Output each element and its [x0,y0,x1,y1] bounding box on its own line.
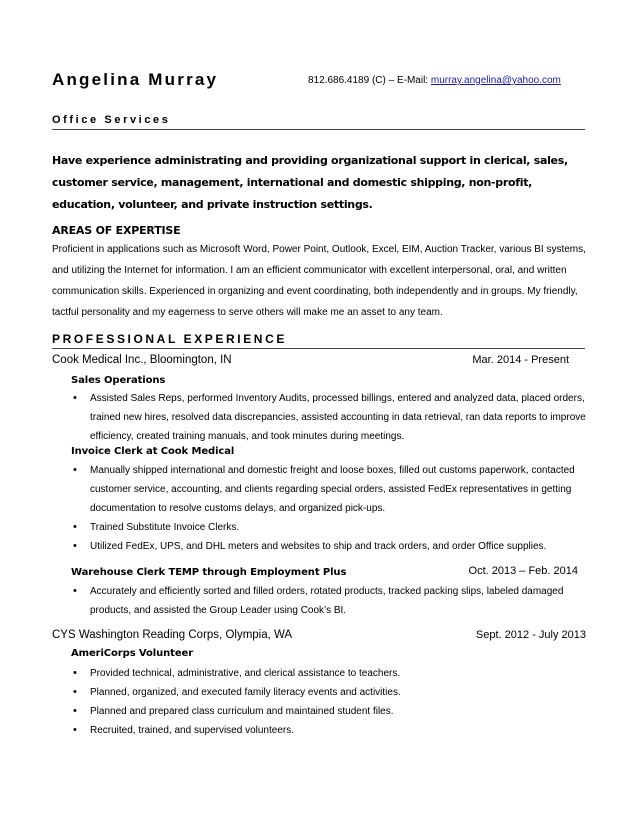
candidate-name: Angelina Murray [52,70,219,89]
role-title: Invoice Clerk at Cook Medical [71,446,235,457]
list-item: • Provided technical, administrative, and clerical assistance to teachers. [71,664,591,683]
phone-text: 812.686.4189 (C) – E-Mail: [308,75,429,86]
list-item: • Planned and prepared class curriculum and maintained student files. [71,702,591,721]
section-title-experience: PROFESSIONAL EXPERIENCE [52,332,287,346]
list-item: • Assisted Sales Reps, performed Inventory Audits, processed billings, entered and analyzed data, placed orders, trained new hires, resolved data discrepancies, assisted accounting in data retrieval, ran data reports to improve efficiency, created training manuals, and took minutes during meetings. [71,389,591,446]
section-title-office-services: Office Services [52,114,171,126]
list-item: • Recruited, trained, and supervised volunteers. [71,721,591,740]
list-item: • Accurately and efficiently sorted and filled orders, rotated products, tracked packing slips, labeled damaged products, and assisted the Group Leader using Cook’s BI. [71,582,591,620]
role-title: Warehouse Clerk TEMP through Employment Plus [71,567,347,578]
expertise-paragraph: Proficient in applications such as Microsoft Word, Power Point, Outlook, Excel, EIM, Auction Tracker, various BI systems, and utilizing the Internet for information. I am an efficient communicator with excellent interpersonal, oral, and written communication skills. Experienced in organizing and event coordinating, both independently and in groups. My friendly, tactful personality and my eagerness to serve others will make me an asset to any team. [52,244,586,318]
email-link[interactable]: murray.angelina@yahoo.com [430,75,561,86]
role-title: AmeriCorps Volunteer [71,648,194,659]
bullet-list [71,461,591,556]
section-divider [52,348,585,349]
section-divider [52,129,585,130]
employer-name: Cook Medical Inc., Bloomington, IN [52,354,232,366]
role-title: Sales Operations [71,375,166,386]
job-dates: Sept. 2012 - July 2013 [475,629,586,641]
employer-name: CYS Washington Reading Corps, Olympia, WA [52,629,293,641]
summary-intro: Have experience administrating and providing organizational support in clerical, sales, customer service, management, international and domestic shipping, non-profit, education, volunteer, and private instruction settings. [52,154,568,211]
list-item: • Trained Substitute Invoice Clerks. [71,518,591,537]
list-item: • Planned, organized, and executed family literacy events and activities. [71,683,591,702]
bullet-list [71,389,591,446]
expertise-heading: AREAS OF EXPERTISE [52,224,181,237]
list-item: • Utilized FedEx, UPS, and DHL meters and websites to ship and track orders, and order Office supplies. [71,537,591,556]
bullet-list [71,582,591,620]
job-dates: Mar. 2014 - Present [472,354,569,366]
list-item: • Manually shipped international and domestic freight and loose boxes, filled out customs paperwork, contacted customer service, accounting, and clients regarding special orders, assisted FedEx representatives in getting documentation to resolve customs delays, and organized pick-ups. [71,461,591,518]
contact-line [308,75,561,86]
role-dates: Oct. 2013 – Feb. 2014 [468,565,578,577]
bullet-list [71,664,591,740]
